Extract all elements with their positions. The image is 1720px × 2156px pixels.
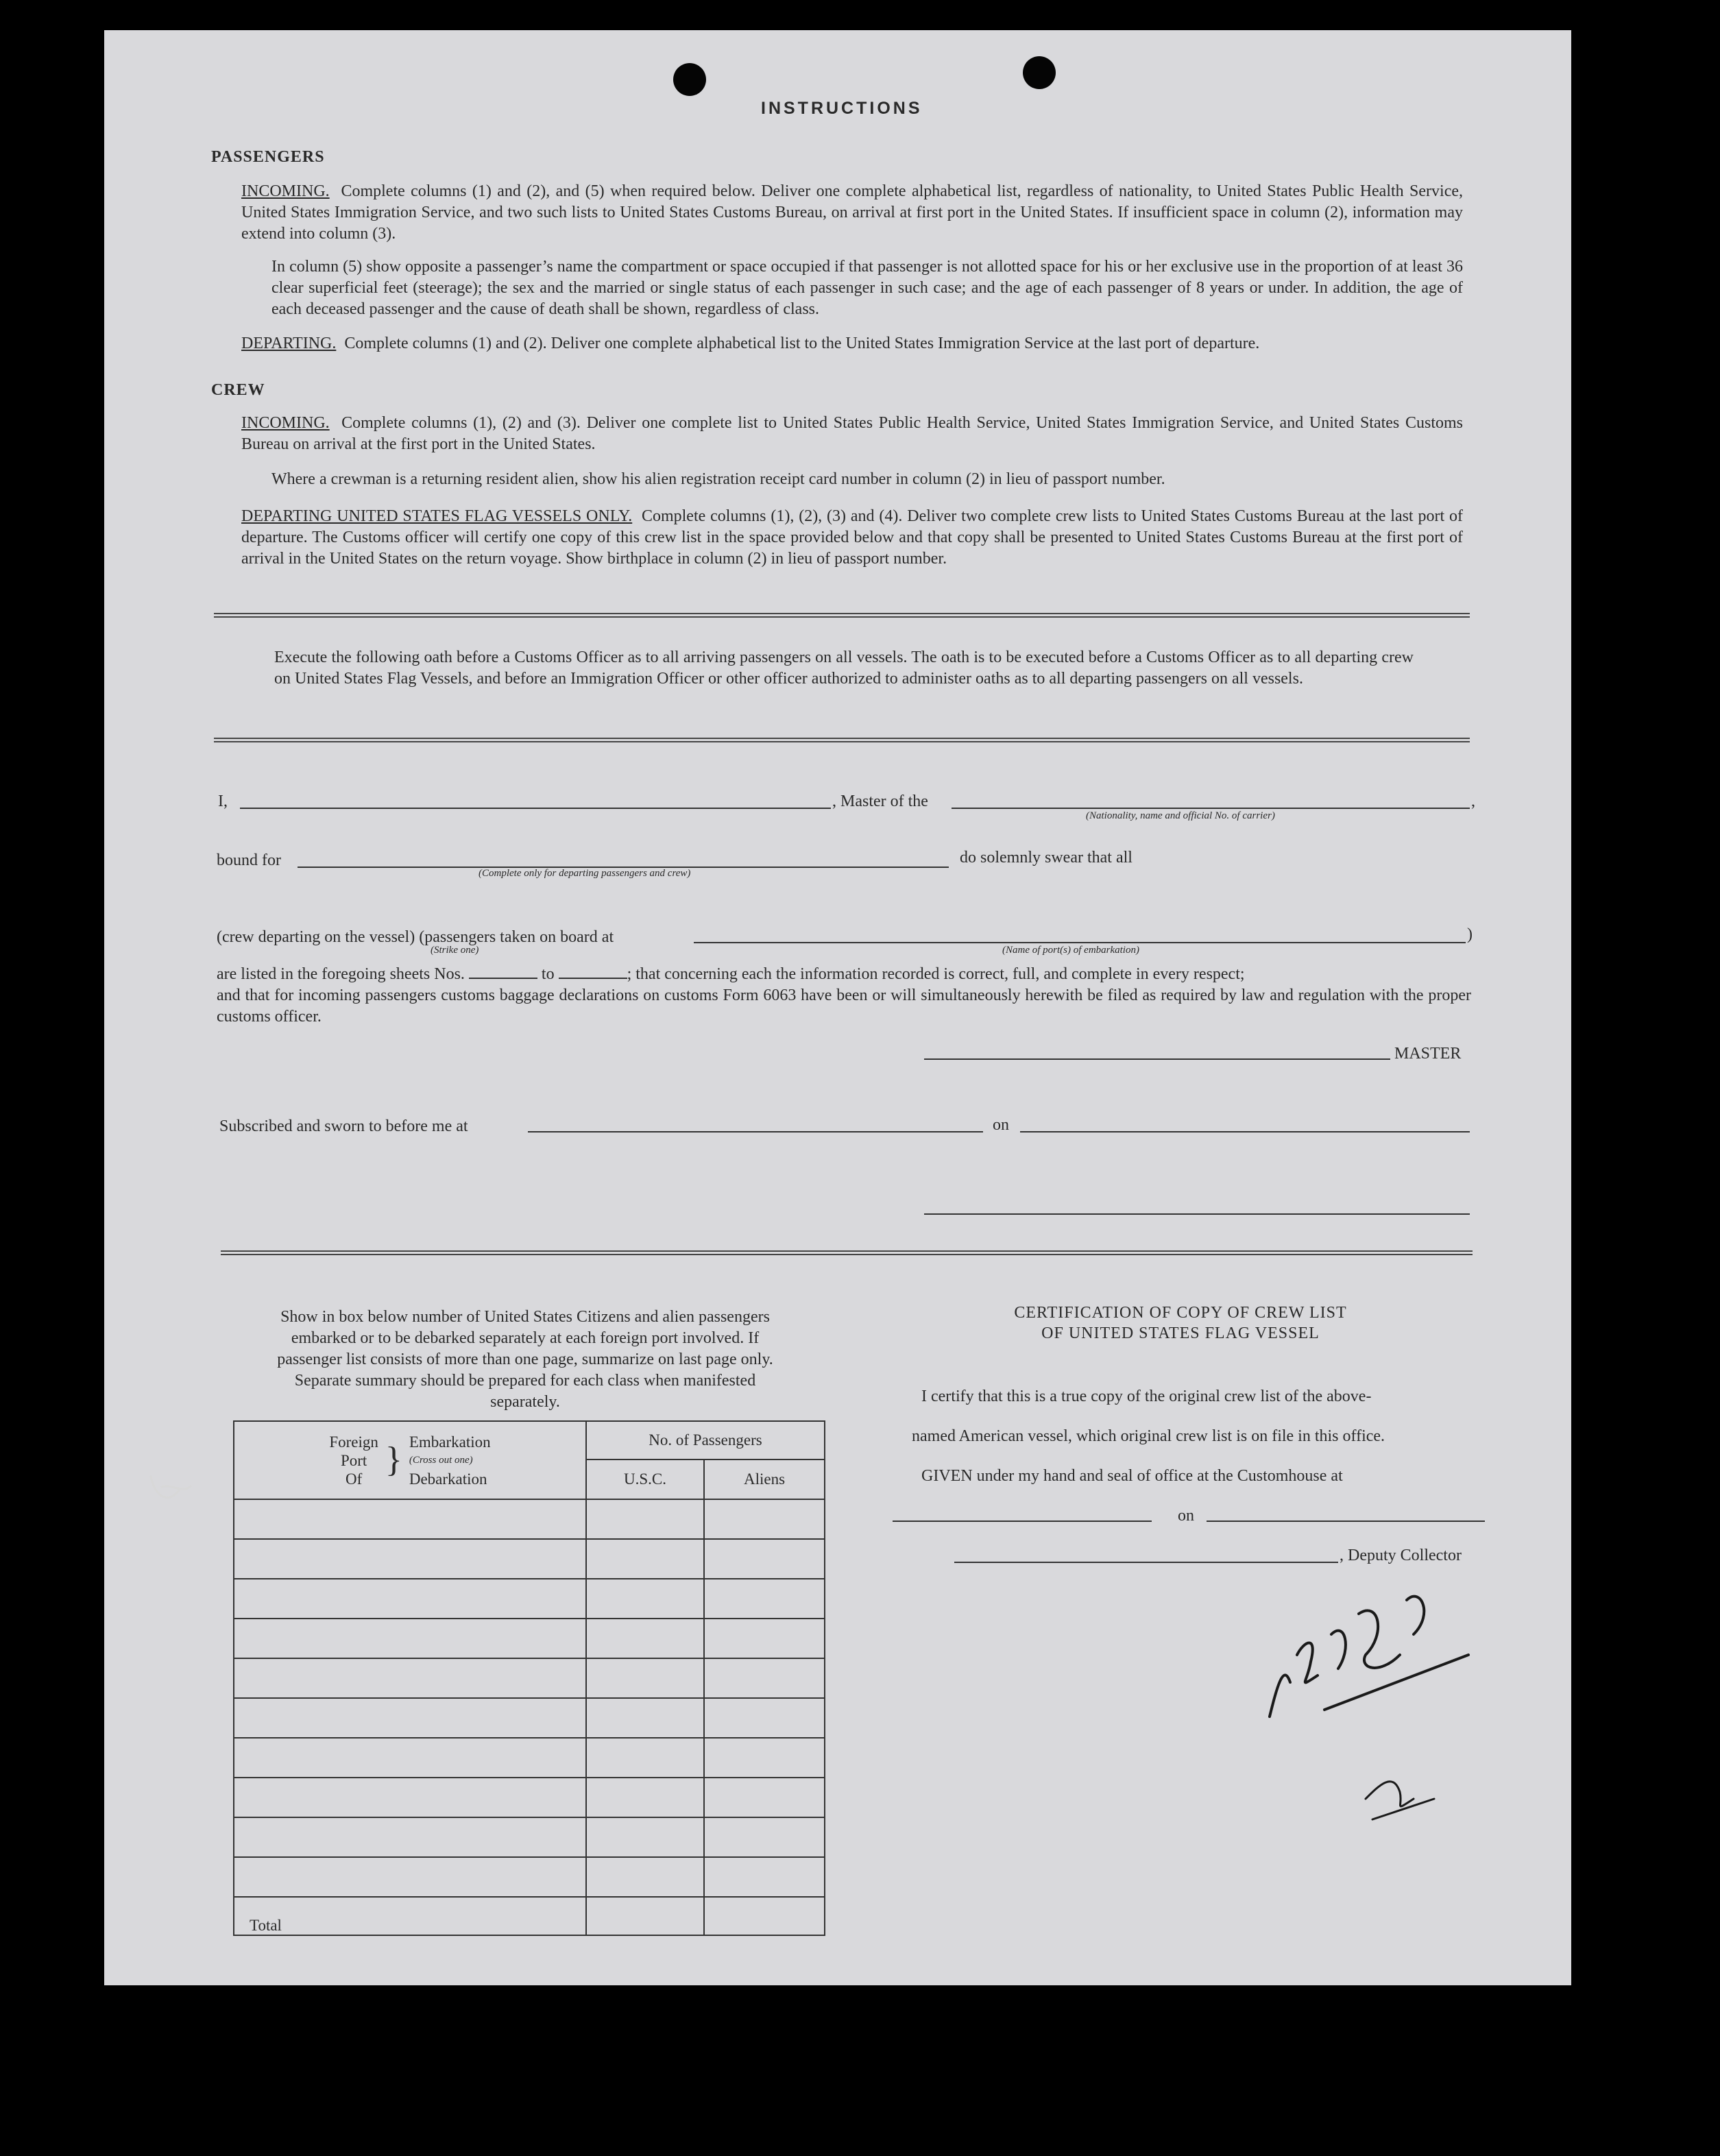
- strike-one-note: (Strike one): [431, 945, 479, 956]
- summary-row: [234, 1698, 825, 1738]
- punch-hole: [1023, 56, 1056, 89]
- pencil-stroke: [151, 1477, 191, 1497]
- summary-port-cell[interactable]: [234, 1817, 586, 1857]
- close-paren: ): [1467, 925, 1473, 943]
- summary-port-cell[interactable]: [234, 1579, 586, 1619]
- listed-block: [217, 964, 1471, 1028]
- certification-title: [920, 1303, 1441, 1344]
- mark-stroke: [1366, 1782, 1434, 1819]
- summary-usc-cell[interactable]: [586, 1698, 704, 1738]
- summary-port-cell[interactable]: [234, 1778, 586, 1817]
- sworn-place-field[interactable]: [528, 1131, 983, 1132]
- summary-block: [261, 1307, 790, 1413]
- summary-row: [234, 1778, 825, 1817]
- summary-row: [234, 1738, 825, 1778]
- document-page: [104, 30, 1571, 1985]
- summary-usc-cell[interactable]: [586, 1539, 704, 1579]
- total-usc-cell[interactable]: [586, 1897, 704, 1935]
- summary-port-cell[interactable]: [234, 1539, 586, 1579]
- oath-intro-text: Execute the following oath before a Customs Officer as to all arriving passengers on all vessels. The oath is to be executed before a Customs Officer as to all departing crew on United States Flag Vessels, and before an Immigration Officer or other officer authorized to administer oaths as to all departing passengers on all vessels.: [274, 649, 1414, 688]
- handwritten-mark: [1352, 1744, 1462, 1826]
- signature-stroke: [1270, 1597, 1468, 1717]
- listed-text-c: and that for incoming passengers customs baggage declarations on customs Form 6063 have been or will simultaneously herewith be filed as required by law and regulation with the proper customs officer.: [217, 986, 1471, 1026]
- summary-row: [234, 1658, 825, 1698]
- master-name-field[interactable]: [240, 808, 831, 809]
- passengers-column5-block: [271, 256, 1463, 320]
- crew-heading: CREW: [211, 381, 265, 399]
- total-label: Total: [234, 1897, 586, 1935]
- total-row: [234, 1897, 825, 1935]
- master-label: MASTER: [1394, 1045, 1462, 1063]
- punch-hole: [673, 63, 706, 96]
- crew-incoming-label: INCOMING.: [241, 414, 330, 432]
- solemnly-swear-label: do solemnly swear that all: [960, 849, 1132, 867]
- port-note: (Name of port(s) of embarkation): [1002, 945, 1139, 956]
- col-embarkation: Embarkation: [409, 1433, 491, 1451]
- certification-title-1: CERTIFICATION OF COPY OF CREW LIST: [1014, 1304, 1347, 1322]
- summary-row: [234, 1857, 825, 1897]
- summary-port-cell[interactable]: [234, 1738, 586, 1778]
- col-aliens: Aliens: [704, 1459, 825, 1499]
- col-usc: U.S.C.: [586, 1459, 704, 1499]
- summary-row: [234, 1817, 825, 1857]
- carrier-field[interactable]: [952, 808, 1470, 809]
- deputy-signature-field[interactable]: [954, 1562, 1338, 1563]
- summary-aliens-cell[interactable]: [704, 1698, 825, 1738]
- certification-title-2: OF UNITED STATES FLAG VESSEL: [1041, 1324, 1320, 1342]
- carrier-note: (Nationality, name and official No. of carrier): [1086, 810, 1275, 821]
- summary-usc-cell[interactable]: [586, 1778, 704, 1817]
- summary-aliens-cell[interactable]: [704, 1499, 825, 1539]
- certification-on-label: on: [1178, 1507, 1194, 1525]
- passengers-incoming-label: INCOMING.: [241, 182, 330, 200]
- certify-line-1: I certify that this is a true copy of the original crew list of the above-: [921, 1388, 1372, 1405]
- passengers-departing-paragraph: [241, 333, 1463, 354]
- passenger-summary-table: [233, 1420, 825, 1936]
- summary-usc-cell[interactable]: [586, 1619, 704, 1658]
- deputy-collector-label: , Deputy Collector: [1340, 1547, 1462, 1564]
- summary-aliens-cell[interactable]: [704, 1817, 825, 1857]
- summary-row: [234, 1539, 825, 1579]
- double-rule: [214, 613, 1470, 618]
- embarkation-port-field[interactable]: [694, 942, 1466, 943]
- bound-for-note: (Complete only for departing passengers and crew): [479, 868, 691, 879]
- crew-resident-block: [271, 469, 1463, 490]
- bound-for-label: bound for: [217, 851, 281, 869]
- summary-usc-cell[interactable]: [586, 1738, 704, 1778]
- summary-text: Show in box below number of United States Citizens and alien passengers embarked or to be debarked separately at each foreign port involved. If passenger list consists of more than one page, summarize on last page only. Separate summary should be prepared for each class when manifested separately.: [277, 1308, 773, 1411]
- summary-rows: [234, 1499, 825, 1897]
- col-port: Port: [340, 1451, 367, 1469]
- master-signature-field[interactable]: [924, 1058, 1390, 1060]
- passengers-heading: PASSENGERS: [211, 148, 325, 166]
- col-foreign: Foreign: [329, 1433, 378, 1451]
- listed-text-b: ; that concerning each the information recorded is correct, full, and complete in every respect;: [627, 965, 1245, 983]
- col-debarkation: Debarkation: [409, 1470, 487, 1488]
- crew-departing-block: [241, 506, 1463, 570]
- certify-line-2: named American vessel, which original crew list is on file in this office.: [912, 1427, 1385, 1445]
- col-of: Of: [345, 1470, 363, 1488]
- listed-line-1: [217, 964, 1471, 985]
- given-line: GIVEN under my hand and seal of office at the Customhouse at: [921, 1467, 1343, 1485]
- double-rule: [214, 738, 1470, 742]
- sworn-date-field[interactable]: [1020, 1131, 1470, 1132]
- summary-aliens-cell[interactable]: [704, 1579, 825, 1619]
- crew-incoming-block: [241, 413, 1463, 455]
- officer-signature-field[interactable]: [924, 1213, 1470, 1215]
- subscribed-label: Subscribed and sworn to before me at: [219, 1117, 468, 1135]
- sheet-to-field[interactable]: [559, 978, 627, 979]
- summary-aliens-cell[interactable]: [704, 1619, 825, 1658]
- passengers-column5-text: In column (5) show opposite a passenger’s name the compartment or space occupied if that passenger is not allotted space for his or her exclusive use in the proportion of at least 36 clear superficial feet (steerage); the sex and the married or single status of each passenger in such case; and the age of each passenger of 8 years or under. In addition, the age of each deceased passenger and the cause of death shall be shown, regardless of class.: [271, 258, 1463, 318]
- customhouse-field[interactable]: [893, 1521, 1152, 1522]
- total-aliens-cell[interactable]: [704, 1897, 825, 1935]
- summary-port-cell[interactable]: [234, 1857, 586, 1897]
- summary-row: [234, 1499, 825, 1539]
- summary-usc-cell[interactable]: [586, 1857, 704, 1897]
- passengers-incoming-block: [241, 181, 1463, 245]
- handwritten-signature: [1242, 1573, 1503, 1751]
- passengers-incoming-text: Complete columns (1) and (2), and (5) when required below. Deliver one complete alphabetical list, regardless of nationality, to United States Public Health Service, United States Immigration Service, and two such lists to United States Customs Bureau, on arrival at first port in the United States. If insufficient space in column (2), information may extend into column (3).: [241, 182, 1464, 243]
- summary-aliens-cell[interactable]: [704, 1778, 825, 1817]
- summary-row: [234, 1619, 825, 1658]
- crew-incoming-paragraph: [241, 413, 1463, 455]
- sheet-from-field[interactable]: [469, 978, 537, 979]
- passengers-departing-label: DEPARTING.: [241, 335, 337, 352]
- double-rule: [221, 1250, 1473, 1255]
- oath-intro-block: [274, 647, 1414, 690]
- crew-departing-label: (crew departing on the vessel) (passengers taken on board at: [217, 928, 614, 946]
- summary-usc-cell[interactable]: [586, 1658, 704, 1698]
- master-of-the-label: , Master of the: [832, 792, 928, 810]
- crew-resident-text: Where a crewman is a returning resident alien, show his alien registration receipt card number in column (2) in lieu of passport number.: [271, 470, 1165, 488]
- passengers-departing-text: Complete columns (1) and (2). Deliver one complete alphabetical list to the United States Immigration Service at the last port of departure.: [344, 335, 1260, 352]
- passengers-incoming-paragraph: [241, 181, 1463, 245]
- summary-aliens-cell[interactable]: [704, 1539, 825, 1579]
- port-header-cell: Foreign Port Of } Embarkation (Cross out one) Debarkation: [234, 1421, 586, 1499]
- oath-i-label: I,: [218, 792, 228, 810]
- listed-text-a: are listed in the foregoing sheets Nos.: [217, 965, 465, 983]
- summary-row: [234, 1579, 825, 1619]
- summary-aliens-cell[interactable]: [704, 1857, 825, 1897]
- sworn-on-label: on: [993, 1116, 1009, 1134]
- summary-port-cell[interactable]: [234, 1619, 586, 1658]
- summary-aliens-cell[interactable]: [704, 1738, 825, 1778]
- summary-port-cell[interactable]: [234, 1658, 586, 1698]
- summary-usc-cell[interactable]: [586, 1817, 704, 1857]
- summary-usc-cell[interactable]: [586, 1579, 704, 1619]
- summary-usc-cell[interactable]: [586, 1499, 704, 1539]
- certification-date-field[interactable]: [1207, 1521, 1485, 1522]
- margin-pencil-mark: [141, 1456, 196, 1511]
- summary-port-cell[interactable]: [234, 1499, 586, 1539]
- col-cross-out: (Cross out one): [409, 1454, 473, 1466]
- col-no-passengers: No. of Passengers: [586, 1421, 825, 1459]
- passengers-departing-block: [241, 333, 1463, 354]
- crew-departing-paragraph: [241, 506, 1463, 570]
- listed-to-text: to: [541, 965, 555, 983]
- summary-port-cell[interactable]: [234, 1698, 586, 1738]
- crew-departing-label: DEPARTING UNITED STATES FLAG VESSELS ONLY.: [241, 507, 633, 525]
- summary-aliens-cell[interactable]: [704, 1658, 825, 1698]
- page-title: INSTRUCTIONS: [761, 99, 923, 118]
- oath-comma: ,: [1471, 792, 1475, 810]
- crew-incoming-text: Complete columns (1), (2) and (3). Deliver one complete list to United States Public Health Service, United States Immigration Service, and United States Customs Bureau on arrival at the first port in the United States.: [241, 414, 1463, 453]
- crew-departing-text: Complete columns (1), (2), (3) and (4). Deliver two complete crew lists to United States Customs Bureau at the last port of departure. The Customs officer will certify one copy of this crew list in the space provided below and that copy shall be presented to United States Customs Bureau at the first port of arrival in the United States on the return voyage. Show birthplace in column (2) in lieu of passport number.: [241, 507, 1463, 568]
